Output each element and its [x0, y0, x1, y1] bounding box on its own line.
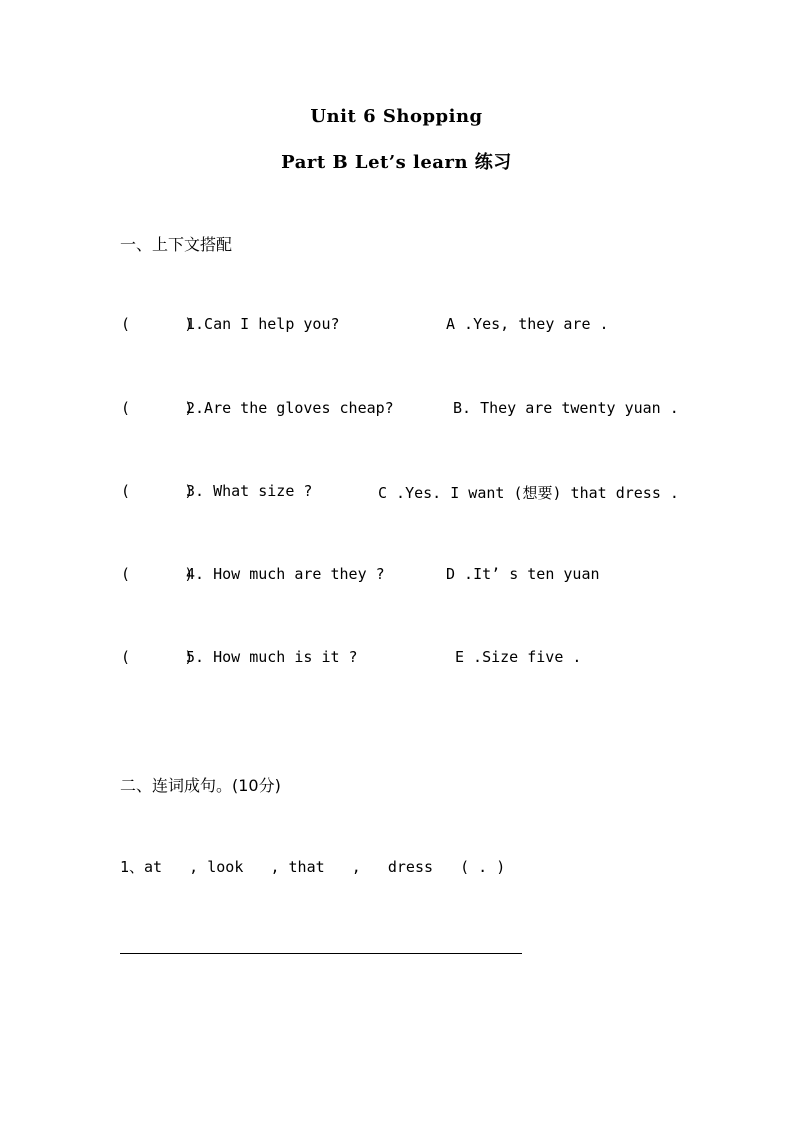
question-text: 5. How much is it ?	[186, 648, 358, 666]
answer-option: A .Yes, they are .	[446, 315, 609, 333]
answer-blank[interactable]: ( )	[121, 399, 194, 417]
question-text: 4. How much are they ?	[186, 565, 385, 583]
matching-row-3	[0, 482, 793, 506]
answer-blank[interactable]: ( )	[121, 482, 194, 500]
section-2-heading: 二、连词成句。(10分)	[120, 776, 281, 795]
matching-row-5	[0, 648, 793, 672]
answer-writing-line[interactable]	[120, 953, 522, 954]
answer-option: E .Size five .	[455, 648, 582, 666]
answer-blank[interactable]: ( )	[121, 315, 194, 333]
question-text: 2.Are the gloves cheap?	[186, 399, 394, 417]
matching-row-1	[0, 315, 793, 339]
question-text: 1.Can I help you?	[186, 315, 340, 333]
answer-option: B. They are twenty yuan .	[453, 399, 679, 417]
answer-option: C .Yes. I want (想要) that dress .	[378, 484, 679, 502]
worksheet-title: Unit 6 Shopping	[310, 106, 483, 127]
answer-blank[interactable]: ( )	[121, 648, 194, 666]
question-text: 3. What size ?	[186, 482, 313, 500]
matching-row-4	[0, 565, 793, 589]
matching-row-2	[0, 399, 793, 423]
section-1-heading: 一、上下文搭配	[120, 235, 233, 254]
answer-blank[interactable]: ( )	[121, 565, 194, 583]
worksheet-subtitle: Part B Let’s learn 练习	[281, 152, 512, 173]
answer-option: D .It’ s ten yuan	[446, 565, 600, 583]
word-order-item-1: 1、at , look , that , dress ( . )	[120, 858, 506, 876]
